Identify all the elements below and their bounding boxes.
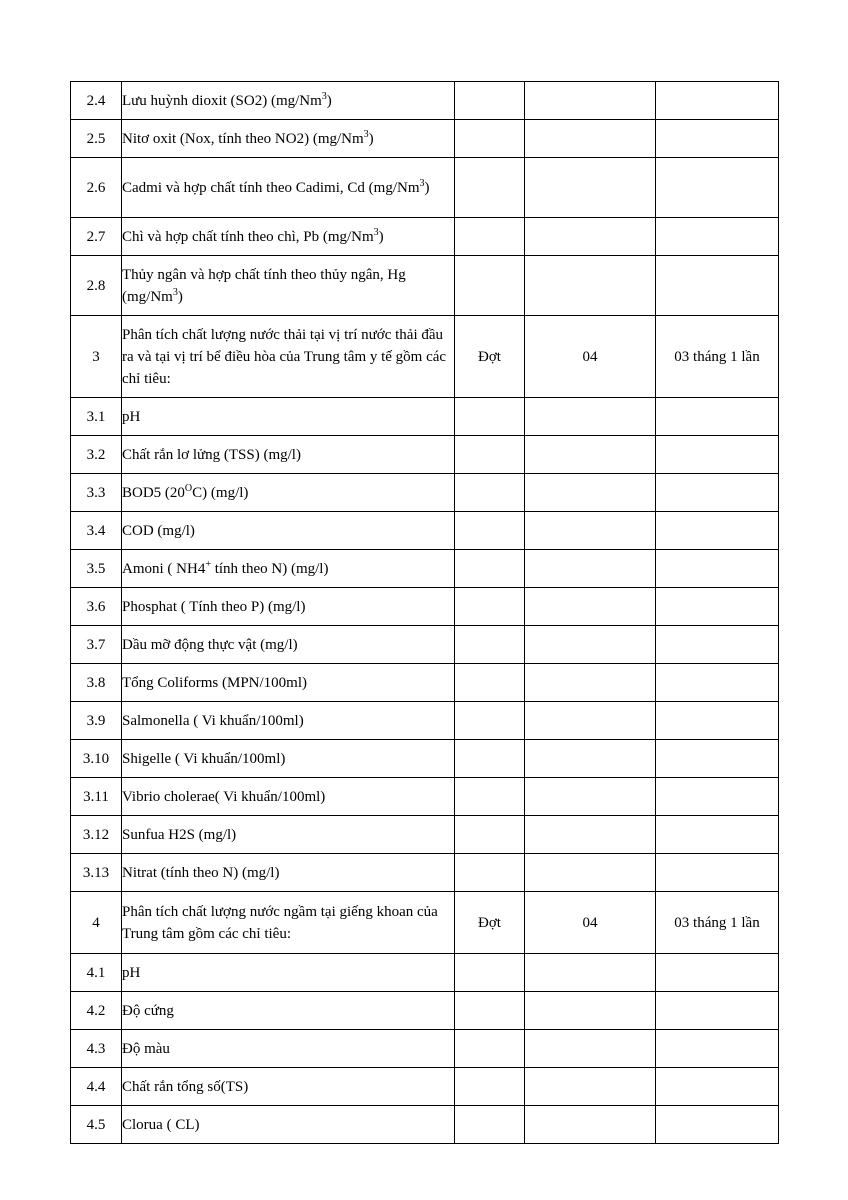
description-suffix: ) [424, 179, 430, 196]
superscript: 3 [363, 128, 369, 140]
table-row [71, 512, 779, 550]
frequency-cell [656, 82, 779, 120]
description-text: Cadmi và hợp chất tính theo Cadimi, Cd (mg/Nm [122, 179, 420, 196]
table-row [71, 702, 779, 740]
frequency-cell [656, 218, 779, 256]
row-number: 4 [71, 892, 122, 954]
row-description [122, 626, 455, 664]
row-number: 3.6 [71, 588, 122, 626]
row-description [122, 398, 455, 436]
row-number: 4.2 [71, 992, 122, 1030]
row-description [122, 474, 455, 512]
quantity-cell [525, 120, 656, 158]
frequency-cell [656, 436, 779, 474]
table-row [71, 854, 779, 892]
unit-cell [455, 256, 525, 316]
quantity-cell [525, 1068, 656, 1106]
superscript: 3 [321, 90, 327, 102]
unit-cell [455, 158, 525, 218]
table-row [71, 316, 779, 398]
row-description [122, 854, 455, 892]
unit-cell [455, 512, 525, 550]
row-description [122, 256, 455, 316]
table-row [71, 120, 779, 158]
row-description [122, 816, 455, 854]
table-row [71, 82, 779, 120]
row-number: 4.3 [71, 1030, 122, 1068]
quantity-cell [525, 82, 656, 120]
frequency-cell [656, 512, 779, 550]
quantity-cell [525, 218, 656, 256]
quantity-cell [525, 1030, 656, 1068]
unit-cell [455, 120, 525, 158]
description-text: Shigelle ( Vi khuẩn/100ml) [122, 750, 286, 767]
quantity-cell [525, 550, 656, 588]
description-text: Clorua ( CL) [122, 1116, 200, 1133]
quantity-cell [525, 436, 656, 474]
quantity-cell [525, 474, 656, 512]
row-number: 2.8 [71, 256, 122, 316]
unit-cell [455, 474, 525, 512]
unit-cell [455, 778, 525, 816]
row-number: 4.4 [71, 1068, 122, 1106]
frequency-cell [656, 550, 779, 588]
quantity-cell: 04 [525, 316, 656, 398]
row-description [122, 892, 455, 954]
unit-cell [455, 664, 525, 702]
table-row [71, 892, 779, 954]
unit-cell: Đợt [455, 892, 525, 954]
description-text: pH [122, 964, 141, 981]
unit-cell [455, 550, 525, 588]
description-text: Amoni ( NH4 [122, 560, 206, 577]
description-text: Thủy ngân và hợp chất tính theo thủy ngân, Hg (mg/Nm [122, 266, 406, 305]
superscript: 3 [373, 226, 379, 238]
quantity-cell [525, 512, 656, 550]
unit-cell [455, 1030, 525, 1068]
superscript: 3 [419, 177, 425, 189]
description-text: Chất rắn tổng số(TS) [122, 1078, 249, 1095]
row-number: 4.5 [71, 1106, 122, 1144]
row-number: 2.5 [71, 120, 122, 158]
quantity-cell [525, 256, 656, 316]
row-number: 2.6 [71, 158, 122, 218]
row-description [122, 778, 455, 816]
description-text: Lưu huỳnh dioxit (SO2) (mg/Nm [122, 92, 322, 109]
description-text: Sunfua H2S (mg/l) [122, 826, 237, 843]
superscript: + [205, 558, 211, 570]
table-row [71, 398, 779, 436]
unit-cell [455, 398, 525, 436]
row-description [122, 436, 455, 474]
frequency-cell [656, 778, 779, 816]
row-description [122, 702, 455, 740]
frequency-cell [656, 1030, 779, 1068]
quantity-cell [525, 778, 656, 816]
row-description [122, 158, 455, 218]
description-text: Chì và hợp chất tính theo chì, Pb (mg/Nm [122, 228, 374, 245]
table-row [71, 256, 779, 316]
row-description [122, 512, 455, 550]
table-row [71, 436, 779, 474]
table-row [71, 992, 779, 1030]
unit-cell [455, 1106, 525, 1144]
frequency-cell: 03 tháng 1 lần [656, 892, 779, 954]
frequency-cell [656, 816, 779, 854]
quantity-cell [525, 1106, 656, 1144]
frequency-cell [656, 588, 779, 626]
description-text: Phân tích chất lượng nước thải tại vị trí nước thải đầu ra và tại vị trí bể điều hòa của Trung tâm y tế gồm các chỉ tiêu: [122, 326, 447, 387]
superscript: O [184, 482, 193, 494]
description-text: pH [122, 408, 141, 425]
frequency-cell [656, 626, 779, 664]
frequency-cell [656, 474, 779, 512]
row-description [122, 1106, 455, 1144]
unit-cell [455, 218, 525, 256]
description-text: Tổng Coliforms (MPN/100ml) [122, 674, 308, 691]
unit-cell [455, 82, 525, 120]
quantity-cell [525, 740, 656, 778]
table-row [71, 816, 779, 854]
table-row [71, 588, 779, 626]
description-text: Độ màu [122, 1040, 170, 1057]
table-row [71, 158, 779, 218]
description-text: COD (mg/l) [122, 522, 195, 539]
frequency-cell [656, 398, 779, 436]
row-number: 3.2 [71, 436, 122, 474]
row-description [122, 218, 455, 256]
frequency-cell [656, 992, 779, 1030]
table-body [71, 82, 779, 1144]
frequency-cell [656, 702, 779, 740]
frequency-cell: 03 tháng 1 lần [656, 316, 779, 398]
quantity-cell [525, 702, 656, 740]
frequency-cell [656, 664, 779, 702]
table-row [71, 740, 779, 778]
unit-cell [455, 816, 525, 854]
unit-cell [455, 992, 525, 1030]
unit-cell [455, 854, 525, 892]
table-row [71, 1106, 779, 1144]
description-suffix: tính theo N) (mg/l) [210, 560, 329, 577]
quantity-cell: 04 [525, 892, 656, 954]
superscript: 3 [172, 286, 178, 298]
quantity-cell [525, 158, 656, 218]
row-number: 3.1 [71, 398, 122, 436]
description-text: Dầu mỡ động thực vật (mg/l) [122, 636, 298, 653]
description-text: Độ cứng [122, 1002, 174, 1019]
row-description [122, 1068, 455, 1106]
row-description [122, 588, 455, 626]
unit-cell [455, 436, 525, 474]
unit-cell [455, 702, 525, 740]
description-text: Nitrat (tính theo N) (mg/l) [122, 864, 280, 881]
row-description [122, 82, 455, 120]
row-number: 3.10 [71, 740, 122, 778]
row-number: 3.5 [71, 550, 122, 588]
table-row [71, 550, 779, 588]
table-row [71, 954, 779, 992]
frequency-cell [656, 740, 779, 778]
frequency-cell [656, 1068, 779, 1106]
row-description [122, 120, 455, 158]
row-number: 3.8 [71, 664, 122, 702]
row-description [122, 550, 455, 588]
description-text: Vibrio cholerae( Vi khuẩn/100ml) [122, 788, 326, 805]
row-number: 3 [71, 316, 122, 398]
unit-cell [455, 1068, 525, 1106]
row-description [122, 316, 455, 398]
monitoring-table [70, 81, 779, 1144]
description-text: Phosphat ( Tính theo P) (mg/l) [122, 598, 306, 615]
row-description [122, 740, 455, 778]
table-row [71, 218, 779, 256]
table-row [71, 1068, 779, 1106]
quantity-cell [525, 626, 656, 664]
frequency-cell [656, 120, 779, 158]
row-number: 3.11 [71, 778, 122, 816]
row-description [122, 1030, 455, 1068]
description-text: Chất rắn lơ lửng (TSS) (mg/l) [122, 446, 301, 463]
row-number: 2.7 [71, 218, 122, 256]
quantity-cell [525, 816, 656, 854]
frequency-cell [656, 256, 779, 316]
table-row [71, 626, 779, 664]
quantity-cell [525, 398, 656, 436]
quantity-cell [525, 854, 656, 892]
row-number: 3.13 [71, 854, 122, 892]
row-number: 3.3 [71, 474, 122, 512]
description-suffix: ) [378, 228, 384, 245]
table-row [71, 1030, 779, 1068]
description-suffix: ) [177, 288, 183, 305]
row-number: 2.4 [71, 82, 122, 120]
description-suffix: ) [368, 130, 374, 147]
row-description [122, 992, 455, 1030]
frequency-cell [656, 158, 779, 218]
table-row [71, 778, 779, 816]
description-suffix: ) [326, 92, 332, 109]
table-row [71, 664, 779, 702]
description-text: Phân tích chất lượng nước ngầm tại giếng khoan của Trung tâm gồm các chỉ tiêu: [122, 903, 438, 942]
row-description [122, 954, 455, 992]
frequency-cell [656, 854, 779, 892]
quantity-cell [525, 992, 656, 1030]
quantity-cell [525, 664, 656, 702]
unit-cell [455, 954, 525, 992]
frequency-cell [656, 954, 779, 992]
unit-cell [455, 588, 525, 626]
row-description [122, 664, 455, 702]
row-number: 3.4 [71, 512, 122, 550]
unit-cell [455, 626, 525, 664]
description-text: BOD5 (20 [122, 484, 185, 501]
description-suffix: C) (mg/l) [192, 484, 249, 501]
row-number: 3.12 [71, 816, 122, 854]
unit-cell: Đợt [455, 316, 525, 398]
table-row [71, 474, 779, 512]
frequency-cell [656, 1106, 779, 1144]
quantity-cell [525, 954, 656, 992]
quantity-cell [525, 588, 656, 626]
row-number: 3.7 [71, 626, 122, 664]
row-number: 4.1 [71, 954, 122, 992]
description-text: Salmonella ( Vi khuẩn/100ml) [122, 712, 304, 729]
row-number: 3.9 [71, 702, 122, 740]
unit-cell [455, 740, 525, 778]
description-text: Nitơ oxit (Nox, tính theo NO2) (mg/Nm [122, 130, 364, 147]
